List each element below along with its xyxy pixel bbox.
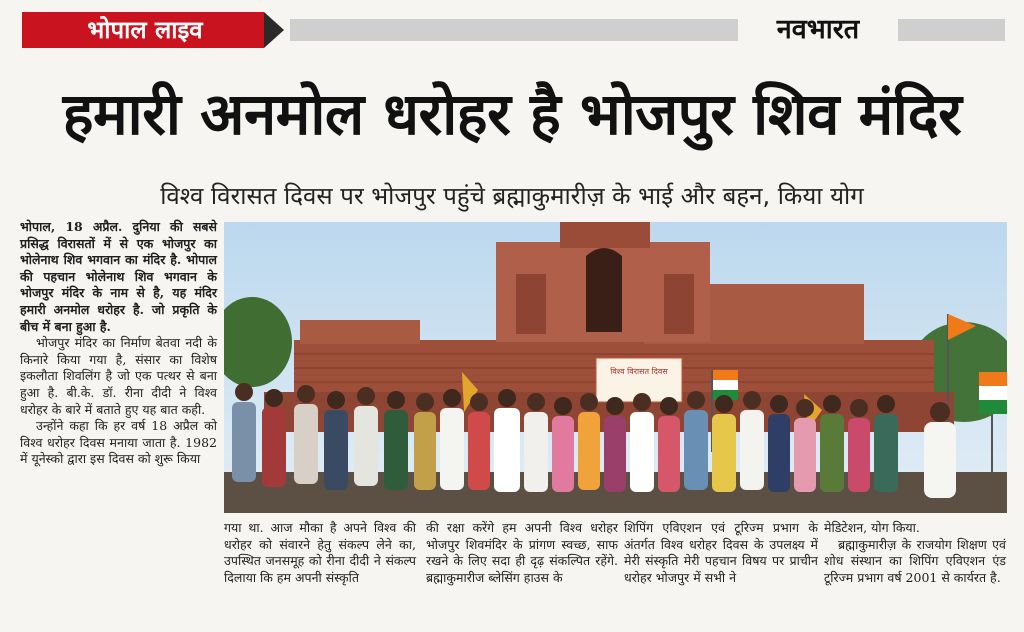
article-column-2: गया था. आज मौका है अपने विश्व की धरोहर को संवारने हेतु संकल्प लेने का, उपस्थित जनसमूह को रीना दीदी ने संकल्प दिलाया कि हम अपनी संस्कृति [224,520,416,585]
article-paragraph: उन्होंने कहा कि हर वर्ष 18 अप्रैल को विश्व धरोहर दिवस मनाया जाता है. 1982 में यूनेस्को द्वारा इस दिवस को शुरू किया [20,418,217,467]
headline: हमारी अनमोल धरोहर है भोजपुर शिव मंदिर [62,80,962,148]
article-column-3: की रक्षा करेंगे हम अपनी विश्व धरोहर भोजपुर शिवमंदिर के प्रांगण स्वच्छ, साफ रखने के लिए सदा ही दृढ़ संकल्पित रहेंगे. ब्रह्माकुमारीज ब्लेसिंग हाउस के [426,520,618,585]
section-tag-arrow [264,12,284,48]
section-tag: भोपाल लाइव [87,16,203,44]
temple-group-photo [224,222,1007,513]
article-column-1 [20,219,217,468]
national-flag [979,372,1007,386]
article-lead: भोपाल, 18 अप्रैल. दुनिया की सबसे प्रसिद्ध विरासतों में से एक भोजपुर का भोलेनाथ शिव भगवान का मंदिर है. भोपाल की पहचान भोलेनाथ शिव भगवान के भोजपुर मंदिर के नाम से है, यह मंदिर हमारी अनमोल धरोहर है. जो प्रकृति के बीच में बना हुआ है. [20,219,217,334]
newspaper-name: नवभारत [738,12,898,48]
news-photo [224,222,1007,513]
article-paragraph: भोजपुर मंदिर का निर्माण बेतवा नदी के किनारे किया गया है, संसार का विशेष इकलौता शिवलिंग है जो एक पत्थर से बना हुआ है. बी.के. डॉ. रीना दीदी ने विश्व धरोहर के बारे में बताते हुए यह बात कही. [20,335,217,417]
section-header [0,0,1024,58]
article-paragraph: मेडिटेशन, योग किया. [824,520,920,535]
article-column-5 [824,520,1006,586]
article-paragraph: ब्रह्माकुमारीज़ के राजयोग शिक्षण एवं शोध संस्थान का शिपिंग एविएशन एंड टूरिज्म प्रभाग वर्ष 2001 से कार्यरत है. [824,536,1006,585]
temple-doorway [586,248,622,332]
event-banner-text: विश्व विरासत दिवस [610,367,668,376]
article-column-4: शिपिंग एविएशन एवं टूरिज्म प्रभाग के अंतर्गत विश्व धरोहर दिवस के उपलक्ष्य में मेरी संस्कृति मेरी पहचान विषय पर प्राचीन धरोहर भोजपुर में सभी ने [624,520,818,585]
subheadline: विश्व विरासत दिवस पर भोजपुर पहुंचे ब्रह्माकुमारीज़ के भाई और बहन, किया योग [160,182,864,210]
